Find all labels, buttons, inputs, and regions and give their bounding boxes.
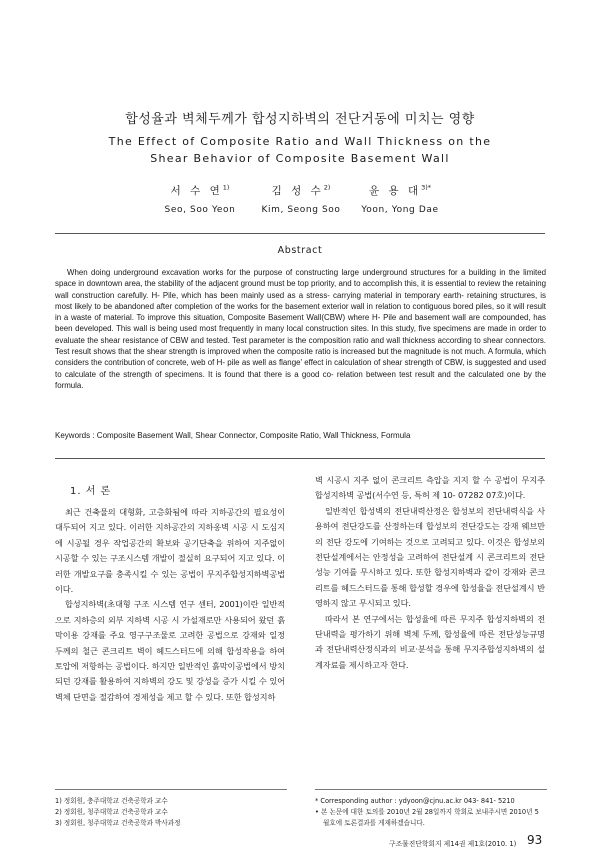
footnote-rule-right <box>315 789 547 790</box>
discussion-note-continued: 월호에 토론결과를 게재하겠습니다. <box>323 819 425 827</box>
footnotes-right <box>315 796 547 829</box>
abstract-top-rule <box>55 233 545 234</box>
paragraph: 따라서 본 연구에서는 합성율에 따른 무지주 합성지하벽의 전단내력을 평가하기 위해 벽체 두께, 합성율에 따른 전단성능규명과 전단내력산정식과의 비교·분석을 통해 무지주합성지하벽의 설계자료를 제시하고자 한다. <box>315 613 545 670</box>
footnotes-left <box>55 796 287 829</box>
corresponding-author: * Corresponding author : ydyoon@cjnu.ac.kr 043- 841- 5210 <box>315 797 515 805</box>
author-3-korean-name: 윤 용 대$^{3)*}$ <box>368 183 432 197</box>
keywords: Keywords : Composite Basement Wall, Shear Connector, Composite Ratio, Wall Thickness, Formula <box>55 431 411 440</box>
body-column-right <box>315 473 545 673</box>
author-3 <box>335 183 465 215</box>
body-column-left <box>55 505 285 705</box>
paper-title-english-line-1: The Effect of Composite Ratio and Wall Thickness on the <box>108 135 492 148</box>
abstract-heading: Abstract <box>277 245 323 256</box>
abstract-body: When doing underground excavation works for the purpose of constructing large underground structures for a building in the limited space in downtown area, the stability of the adjacent ground must be top priority, and to accomplish this, it is essential to review the retaining wall construction carefully. H- Pile, which has been mainly used as a stress- carrying material in temporary earth- retaining structures, is most likely to be abandoned after completion of the works for the basement exterior wall in relation to contiguous bored piles, so it will result in a waste of material. To improve this situation, Composite Basement Wall(CBW) where H- Pile and basement wall are compounded, has been developed. This wall is being used most frequently in many local construction sites. In this study, five specimens are made in order to evaluate the shear resistance of CBW and tested. Test parameter is the composition ratio and wall thickness according to shear connectors. Test result shows that the shear strength is improved when the composite ratio is increased but the magnitude is not much. A formula, which considers the contribution of concrete, web of H- pile as well as flange' effect in calculation of shear strength of CBW, is suggested and used to calculate of the strength of specimens. It is found that there is a good co- relation between test result and the calculated one by the formula. <box>55 268 546 390</box>
section-heading-introduction: 1. 서 론 <box>70 486 112 497</box>
author-1-korean-name: 서 수 연$^{1)}$ <box>170 183 230 197</box>
author-1-english-name: Seo, Soo Yeon <box>164 205 236 215</box>
discussion-note: • 본 논문에 대한 토의를 2010년 2월 28일까지 학회로 보내주시면 2010년 5 <box>315 808 539 816</box>
footnote-rule-left <box>55 789 287 790</box>
author-2-korean-name: 김 성 수$^{2)}$ <box>271 183 331 197</box>
paragraph: 최근 건축물의 대형화, 고층화됨에 따라 지하공간의 필요성이 대두되어 지고 있다. 이러한 지하공간의 지하옹벽 시공 시 도심지에 시공될 경우 작업공간의 확보와 공기단축을 위하여 지주없이 시공할 수 있는 구조시스템 개발이 절실히 요구되어 지고 있다. 이러한 개발요구를 충족시킬 수 있는 공법이 무지주합성지하벽공법이다. <box>55 507 285 595</box>
abstract-bottom-rule <box>55 458 545 459</box>
paragraph: 일반적인 합성벽의 전단내력산정은 합성보의 전단내력식을 사용하여 전단강도를 산정하는데 합성보의 전단강도는 강재 웨브만의 전단 강도에 기여하는 것으로 고려되고 있다. 이것은 합성보의 전단설계에서는 안정성을 고려하여 전단설계 시 콘크리트의 전단성능 기여를 무시하고 있다. 또한 합성지하벽과 같이 강재와 콘크리트를 헤드스터드를 통해 합성할 경우에 합성율을 전단설계시 반영하지 않고 무시되고 있다. <box>315 505 545 609</box>
footnote: 3) 정회원, 청주대학교 건축공학과 박사과정 <box>55 819 181 827</box>
footnote: 2) 정회원, 청주대학교 건축공학과 교수 <box>55 808 168 816</box>
author-2-english-name: Kim, Seong Soo <box>261 205 341 215</box>
paper-title-english-line-2: Shear Behavior of Composite Basement Wall <box>150 152 450 165</box>
journal-citation: 구조물진단학회지 제14권 제1호(2010. 1) <box>389 840 517 848</box>
page-number: 93 <box>527 833 543 847</box>
paragraph: 합성지하벽(초대형 구조 시스템 연구 센터, 2001)이란 일반적으로 지하층의 외부 지하벽 시공 시 가설재로만 사용되어 왔던 흙막이용 강재를 주요 영구구조물로 고려한 공법으로 강재와 일정 두께의 철근 콘크리트 벽이 헤드스터드에 의해 합성작용을 하여 토압에 저항하는 공법이다. 하지만 일반적인 흙막이공법에서 방치되던 강재를 활용하여 지하벽의 강도 및 강성을 증가 시킬 수 있어 벽체 단면을 절감하여 경제성을 제고 할 수 있다. 또한 합성지하 <box>55 599 285 702</box>
author-3-english-name: Yoon, Yong Dae <box>361 205 439 215</box>
paragraph: 벽 시공시 지주 없이 콘크리트 측압을 지지 할 수 공법이 무지주 합성지하벽 공법(서수연 등, 특허 제 10- 07282 07호)이다. <box>315 475 545 501</box>
footnote: 1) 정회원, 충주대학교 건축공학과 교수 <box>55 797 168 805</box>
paper-title-korean: 합성율과 벽체두께가 합성지하벽의 전단거동에 미치는 영향 <box>125 112 475 127</box>
